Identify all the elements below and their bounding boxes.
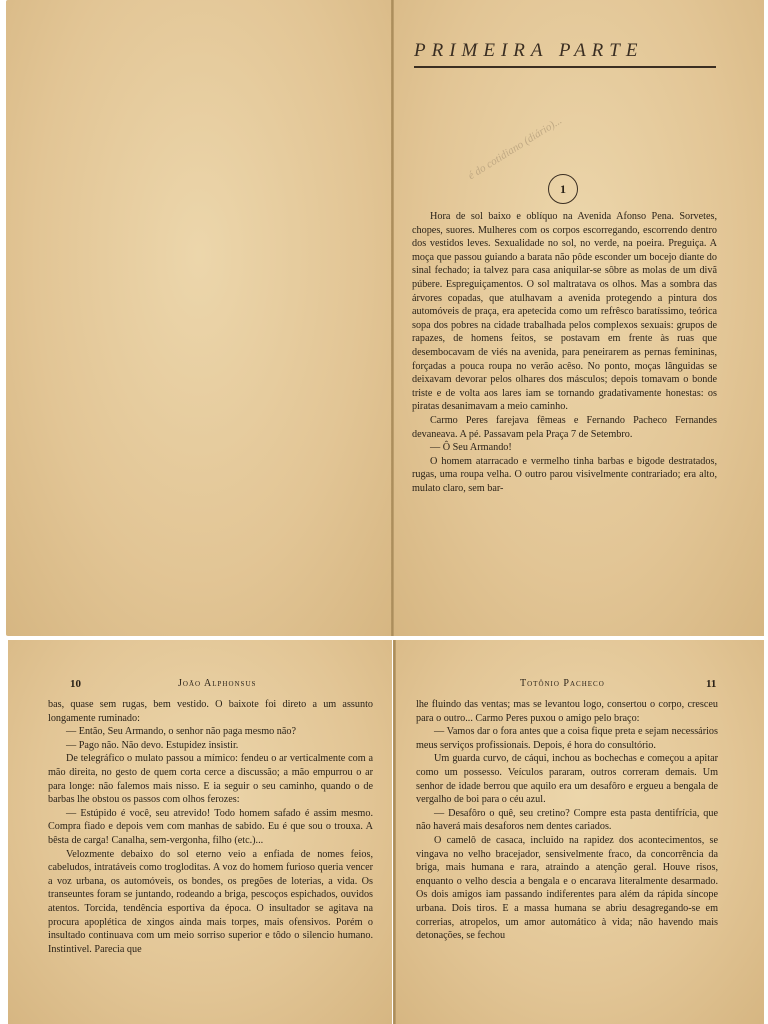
body-text: [412, 210, 717, 495]
bottom-book-spread: [0, 640, 768, 1024]
paragraph: De telegráfico o mulato passou a mímico: fendeu o ar verticalmente com a mão direita, no gesto de quem corta cerce a discussão; a mão empurrou o ar para longe: não falemos mais nisso. E ia seguir o seu caminho, quando o de barbas lhe obstou os passos com olhos ferozes:: [48, 753, 373, 806]
paragraph: O homem atarracado e vermelho tinha barbas e bigode destratados, rugas, uma roupa velha. O outro parou visivelmente contrariado; era alto, mulato claro, sem bar-: [412, 455, 717, 494]
running-head-title: Totônio Pacheco: [520, 678, 605, 689]
part-title: PRIMEIRA PARTE: [414, 40, 644, 61]
paragraph: O camelô de casaca, incluido na rapidez dos acontecimentos, se vingava no velho bracejador, sensivelmente fraco, da concorrência da briga, mais humana e rara, atraindo a atenção geral. Houve risos, enquanto o velho descia a bengala e o encarava literalmente desarmado. Os dois amigos iam passando indiferentes para além da rápida síncope urbana. Dois tiros. E a massa humana se abriu desagregando-se em correrias, atropelos, um amor automático à vida; não havendo mais detonações, se fechou: [416, 834, 718, 942]
paragraph: Um guarda curvo, de cáqui, inchou as bochechas e começou a apitar como um possesso. Veículos pararam, outros correram demais. Um senhor de idade berrou que aquilo era um desafôro e ergueu a bengala de vergalho de boi para o céu azul.: [416, 753, 718, 806]
chapter-number: 1: [548, 174, 578, 204]
pencil-annotation: é do cotidiano (diário)...: [466, 114, 565, 183]
left-page: [8, 640, 392, 1024]
paragraph: — Então, Seu Armando, o senhor não paga mesmo não?: [66, 726, 297, 738]
body-text: [48, 698, 373, 956]
body-text: [416, 698, 718, 943]
paragraph: Velozmente debaixo do sol eterno veio a enfiada de nomes feios, cabeludos, intratáveis como trogloditas. A voz do homem furioso queria vencer a voz urbana, os automóveis, os bondes, os pregões de loterias, a vida. Os transeuntes foram se juntando, rodeando a briga, pescoços espichados, ouvidos atentos. Torcida, tendência esportiva da época. O insultador se agitava na procura apoplética de xingos ainda mais torpes, mais ofensivos. Porém o insultado continuava com um meio sorriso superior e tôdo o silencio humano. Instintivel. Parecia que: [48, 848, 373, 955]
paragraph: Carmo Peres farejava fêmeas e Fernando Pacheco Fernandes devaneava. A pé. Passavam pela Praça 7 de Setembro.: [412, 414, 717, 440]
paragraph: lhe fluindo das ventas; mas se levantou logo, consertou o corpo, cresceu para o outro... Carmo Peres puxou o amigo pelo braço:: [416, 699, 718, 724]
right-page: [396, 640, 764, 1024]
paragraph: — Desafôro o quê, seu cretino? Compre esta pasta dentifrícia, que não haverá mais desaforos nem dentes cariados.: [416, 807, 718, 833]
running-head-author: João Alphonsus: [178, 678, 257, 689]
paragraph: — Vamos dar o fora antes que a coisa fique preta e sejam necessários meus serviços profissionais. Depois, é hora do consultório.: [416, 726, 718, 751]
paragraph: — Estúpido é você, seu atrevido! Todo homem safado é assim mesmo. Compra fiado e depois vem com manhas de sabido. Eu é que sou o trouxa. A bêsta de carga! Canalha, sem-vergonha, filho (etc.)...: [48, 807, 373, 846]
title-rule: [414, 66, 716, 68]
paragraph: Hora de sol baixo e oblíquo na Avenida Afonso Pena. Sorvetes, chopes, suores. Mulheres com os corpos escorregando, escorrendo dentro dos vestidos leves. Sexualidade no sol, no verde, na poeira. Preguiça. A moça que passou guiando a barata não pôde esconder um bocejo diante do sinal fechado; ia talvez para casa aniquilar-se sôbre as molas de um divã púbere. Espreguiçamentos. O sol maltratava os olhos. Mas a sombra das árvores copadas, que atulhavam a avenida protegendo a pintura dos automóveis de praça, era apetecida como um refrêsco baratíssimo, teórica sopa dos pobres na cidade trabalhada pelos complexos sexuais: grupos de rapazes, de homens feitos, se postavam em frente às ruas que desembocavam de viés na avenida, para peneirarem as pernas femininas, forçadas a pouca roupa no verão acêso. No ponto, moças lânguidas se deixavam devorar pelos olhares dos másculos; depois tomavam o bonde triste e de volta aos lares iam se tornando gradativamente honestas: os piratas desanimavam a meio caminho.: [412, 211, 717, 413]
paragraph: — Ô Seu Armando!: [430, 442, 512, 454]
page-number: 10: [70, 678, 81, 690]
page-number: 11: [706, 678, 717, 690]
paragraph: bas, quase sem rugas, bem vestido. O baixote foi direto a um assunto longamente ruminado:: [48, 699, 373, 724]
paragraph: — Pago não. Não devo. Estupidez insistir.: [66, 739, 239, 751]
blank-left-page: [6, 0, 392, 636]
chapter-opening-page: [394, 0, 764, 636]
